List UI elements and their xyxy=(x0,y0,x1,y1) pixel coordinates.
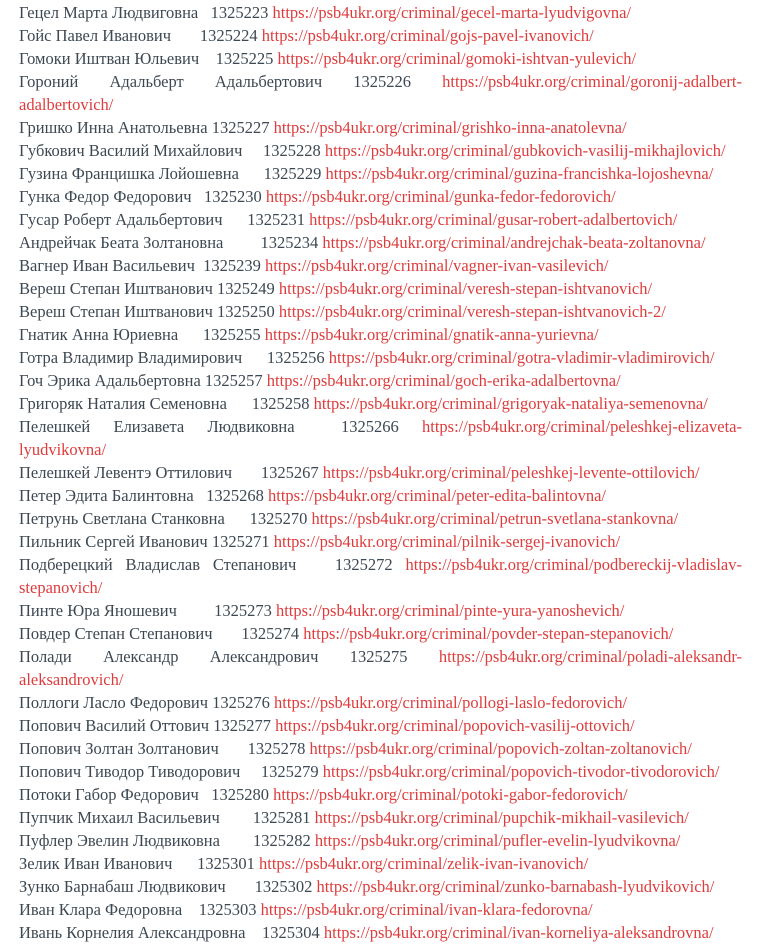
entry-url-link[interactable] xyxy=(273,785,628,804)
entry-id: 1325239 xyxy=(203,256,261,275)
entry-url-segment: https://psb4ukr.org/criminal/gojs-pavel-ivanovich/ xyxy=(261,26,594,45)
person-name: Андрейчак Беата Золтановна xyxy=(19,233,224,252)
entry-id: 1325249 xyxy=(217,279,275,298)
entry-url-segment: https://psb4ukr.org/criminal/ivan-korneliya-aleksandrovna/ xyxy=(323,923,714,942)
criminal-entry xyxy=(19,806,742,829)
person-name: Григоряк Наталия Семеновна xyxy=(19,394,227,413)
entry-url-link[interactable] xyxy=(279,279,652,298)
entry-url-link[interactable] xyxy=(315,831,681,850)
entry-url-link[interactable] xyxy=(273,3,632,22)
entry-url-link[interactable] xyxy=(303,624,673,643)
entry-id: 1325234 xyxy=(260,233,319,252)
entry-id: 1325277 xyxy=(213,716,271,735)
criminal-entry xyxy=(19,346,742,369)
person-name: Пинте Юра Яношевич xyxy=(19,601,177,620)
person-name: Гоч Эрика Адальбертовна xyxy=(19,371,201,390)
person-name: Подберецкий Владислав Степанович xyxy=(19,555,297,574)
criminal-entry xyxy=(19,921,742,944)
column-gap xyxy=(220,831,253,850)
entry-id: 1325270 xyxy=(249,509,308,528)
entry-id: 1325276 xyxy=(212,693,270,712)
entry-url-segment: https://psb4ukr.org/criminal/gubkovich-vasilij-mikhajlovich/ xyxy=(324,141,726,160)
criminal-entry xyxy=(19,760,742,783)
entry-id: 1325271 xyxy=(211,532,270,551)
criminal-entry xyxy=(19,415,742,461)
entry-url-link[interactable] xyxy=(316,877,714,896)
person-name: Пелешкей Левентэ Оттилович xyxy=(19,463,233,482)
criminal-entry xyxy=(19,300,742,323)
entry-id: 1325229 xyxy=(263,164,322,183)
column-gap xyxy=(239,164,264,183)
criminal-entry xyxy=(19,277,742,300)
person-name: Вагнер Иван Васильевич xyxy=(19,256,195,275)
criminal-entry xyxy=(19,875,742,898)
entry-id: 1325257 xyxy=(204,371,263,390)
entry-id: 1325273 xyxy=(214,601,272,620)
entry-url-segment: https://psb4ukr.org/criminal/zelik-ivan-ivanovich/ xyxy=(259,854,589,873)
person-name: Зунко Барнабаш Людвикович xyxy=(19,877,226,896)
entry-url-link[interactable] xyxy=(275,716,634,735)
entry-id: 1325266 xyxy=(341,417,399,436)
column-gap xyxy=(171,26,200,45)
entry-id: 1325225 xyxy=(215,49,274,68)
person-name: Попович Василий Оттович xyxy=(19,716,210,735)
entry-url-link[interactable] xyxy=(262,26,594,45)
entry-url-segment: https://psb4ukr.org/criminal/pupchik-mikhail-vasilevich/ xyxy=(314,808,689,827)
criminal-entry xyxy=(19,783,742,806)
entry-url-segment: https://psb4ukr.org/criminal/pufler-evelin-lyudvikovna/ xyxy=(314,831,681,850)
entry-url-segment: https://psb4ukr.org/criminal/guzina-francishka-lojoshevna/ xyxy=(325,164,714,183)
criminal-entry xyxy=(19,185,742,208)
person-name: Гецел Марта Людвиговна xyxy=(19,3,199,22)
criminal-entry xyxy=(19,484,742,507)
criminal-entry xyxy=(19,852,742,875)
criminal-entry xyxy=(19,369,742,392)
entry-id: 1325228 xyxy=(263,141,321,160)
entry-url-segment: https://psb4ukr.org/criminal/pilnik-sergej-ivanovich/ xyxy=(273,532,621,551)
criminal-entry xyxy=(19,254,742,277)
criminal-entry xyxy=(19,530,742,553)
entry-url-link[interactable] xyxy=(266,187,616,206)
entry-url-segment: https://psb4ukr.org/criminal/poladi-aleksandr- xyxy=(438,647,743,666)
column-gap xyxy=(223,233,260,252)
entry-url-segment: https://psb4ukr.org/criminal/grishko-inna-anatolevna/ xyxy=(273,118,627,137)
entry-url-segment: https://psb4ukr.org/criminal/gusar-robert-adalbertovich/ xyxy=(309,210,678,229)
column-gap xyxy=(199,49,216,68)
person-name: Вереш Степан Иштванович xyxy=(19,279,213,298)
column-gap xyxy=(172,854,197,873)
entry-url-link[interactable] xyxy=(279,302,666,321)
entry-list xyxy=(19,1,742,944)
column-gap xyxy=(223,210,248,229)
entry-id: 1325223 xyxy=(210,3,269,22)
entry-url-link[interactable] xyxy=(315,808,689,827)
column-gap xyxy=(232,463,261,482)
entry-id: 1325281 xyxy=(252,808,311,827)
entry-id: 1325256 xyxy=(266,348,325,367)
column-gap xyxy=(246,923,263,942)
criminal-entry xyxy=(19,24,742,47)
criminal-entry xyxy=(19,47,742,70)
entry-url-link[interactable] xyxy=(274,532,620,551)
entry-id: 1325250 xyxy=(217,302,275,321)
column-gap xyxy=(225,509,250,528)
column-gap xyxy=(226,877,255,896)
entry-url-segment: https://psb4ukr.org/criminal/andrejchak-beata-zoltanovna/ xyxy=(322,233,706,252)
entry-id: 1325303 xyxy=(198,900,257,919)
person-name: Ивань Корнелия Александровна xyxy=(19,923,246,942)
column-gap xyxy=(192,187,204,206)
entry-url-link[interactable] xyxy=(268,486,606,505)
entry-id: 1325230 xyxy=(203,187,262,206)
person-name: Гомоки Иштван Юльевич xyxy=(19,49,200,68)
entry-url-segment: https://psb4ukr.org/criminal/veresh-stepan-ishtvanovich-2/ xyxy=(278,302,666,321)
person-name: Гойс Павел Иванович xyxy=(19,26,172,45)
entry-url-segment: https://psb4ukr.org/criminal/peter-edita-balintovna/ xyxy=(268,486,607,505)
entry-url-segment: https://psb4ukr.org/criminal/podbereckij-vladislav- xyxy=(405,555,742,574)
person-name: Пелешкей Елизавета Людвиковна xyxy=(19,417,295,436)
person-name: Попович Тиводор Тиводорович xyxy=(19,762,241,781)
criminal-entry xyxy=(19,70,742,116)
entry-url-segment: https://psb4ukr.org/criminal/ivan-klara-fedorovna/ xyxy=(260,900,593,919)
entry-id: 1325279 xyxy=(260,762,319,781)
column-gap xyxy=(295,417,341,436)
entry-id: 1325224 xyxy=(199,26,258,45)
entry-id: 1325272 xyxy=(334,555,393,574)
criminal-entry xyxy=(19,208,742,231)
entry-url-segment: https://psb4ukr.org/criminal/popovich-tivodor-tivodorovich/ xyxy=(322,762,720,781)
entry-id: 1325304 xyxy=(262,923,320,942)
person-name: Пильник Сергей Иванович xyxy=(19,532,208,551)
entry-url-segment: https://psb4ukr.org/criminal/goch-erika-adalbertovna/ xyxy=(266,371,621,390)
criminal-entry xyxy=(19,507,742,530)
criminal-entry xyxy=(19,162,742,185)
entry-url-link[interactable] xyxy=(310,739,692,758)
entry-id: 1325278 xyxy=(247,739,306,758)
entry-url-link[interactable] xyxy=(325,141,726,160)
person-name: Пуфлер Эвелин Людвиковна xyxy=(19,831,220,850)
criminal-entry xyxy=(19,829,742,852)
entry-url-segment: adalbertovich/ xyxy=(19,95,114,114)
entry-url-segment: https://psb4ukr.org/criminal/peleshkej-elizaveta- xyxy=(422,417,742,436)
person-name: Повдер Степан Степанович xyxy=(19,624,213,643)
entry-id: 1325274 xyxy=(241,624,300,643)
column-gap xyxy=(318,647,349,666)
criminal-entry xyxy=(19,139,742,162)
column-gap xyxy=(195,256,203,275)
entry-url-segment: https://psb4ukr.org/criminal/zunko-barnabash-lyudvikovich/ xyxy=(316,877,715,896)
criminal-entry xyxy=(19,553,742,599)
entry-url-link[interactable] xyxy=(265,256,609,275)
entry-id: 1325231 xyxy=(247,210,306,229)
criminal-entry xyxy=(19,231,742,254)
entry-url-segment: aleksandrovich/ xyxy=(19,670,124,689)
person-name: Губкович Василий Михайлович xyxy=(19,141,243,160)
column-gap xyxy=(227,394,252,413)
entry-url-segment: https://psb4ukr.org/criminal/gecel-marta-lyudvigovna/ xyxy=(272,3,632,22)
criminal-entry xyxy=(19,116,742,139)
criminal-entry xyxy=(19,392,742,415)
column-gap xyxy=(240,762,261,781)
entry-url-link[interactable] xyxy=(274,118,627,137)
entry-url-link[interactable] xyxy=(274,693,627,712)
person-name: Поллоги Ласло Федорович xyxy=(19,693,209,712)
entry-id: 1325255 xyxy=(202,325,261,344)
column-gap xyxy=(198,3,210,22)
criminal-entry xyxy=(19,323,742,346)
person-name: Готра Владимир Владимирович xyxy=(19,348,243,367)
entry-url-segment: https://psb4ukr.org/criminal/veresh-stepan-ishtvanovich/ xyxy=(278,279,653,298)
entry-url-link[interactable] xyxy=(311,509,678,528)
criminal-entry xyxy=(19,691,742,714)
criminal-entry xyxy=(19,461,742,484)
person-name: Полади Александр Александрович xyxy=(19,647,319,666)
entry-id: 1325268 xyxy=(206,486,264,505)
entry-id: 1325227 xyxy=(211,118,270,137)
person-name: Зелик Иван Иванович xyxy=(19,854,173,873)
criminal-entry xyxy=(19,737,742,760)
column-gap xyxy=(213,624,242,643)
entry-url-link[interactable] xyxy=(314,394,708,413)
column-gap xyxy=(242,348,267,367)
criminal-entry xyxy=(19,599,742,622)
entry-url-segment: https://psb4ukr.org/criminal/popovich-zoltan-zoltanovich/ xyxy=(309,739,692,758)
entry-url-link[interactable] xyxy=(309,210,677,229)
entry-url-segment: https://psb4ukr.org/criminal/gotra-vladimir-vladimirovich/ xyxy=(328,348,715,367)
person-name: Гузина Францишка Лойошевна xyxy=(19,164,239,183)
entry-url-segment: https://psb4ukr.org/criminal/povder-stepan-stepanovich/ xyxy=(303,624,674,643)
entry-url-segment: https://psb4ukr.org/criminal/goronij-adalbert- xyxy=(442,72,743,91)
entry-url-segment: https://psb4ukr.org/criminal/gomoki-ishtvan-yulevich/ xyxy=(277,49,637,68)
column-gap xyxy=(220,808,253,827)
person-name: Гнатик Анна Юриевна xyxy=(19,325,179,344)
person-name: Гришко Инна Анатольевна xyxy=(19,118,208,137)
entry-url-segment: https://psb4ukr.org/criminal/grigoryak-nataliya-semenovna/ xyxy=(313,394,708,413)
entry-url-link[interactable] xyxy=(323,463,700,482)
entry-id: 1325267 xyxy=(260,463,319,482)
person-name: Потоки Габор Федорович xyxy=(19,785,199,804)
entry-id: 1325258 xyxy=(251,394,310,413)
person-name: Петрунь Светлана Станковна xyxy=(19,509,225,528)
entry-url-segment: https://psb4ukr.org/criminal/popovich-vasilij-ottovich/ xyxy=(275,716,635,735)
criminal-entry xyxy=(19,622,742,645)
entry-id: 1325302 xyxy=(254,877,313,896)
person-name: Гусар Роберт Адальбертович xyxy=(19,210,223,229)
entry-url-link[interactable] xyxy=(278,49,637,68)
criminal-entry xyxy=(19,645,742,691)
entry-id: 1325275 xyxy=(349,647,408,666)
column-gap xyxy=(296,555,335,574)
criminal-entry xyxy=(19,1,742,24)
entry-id: 1325282 xyxy=(252,831,311,850)
entry-url-segment: https://psb4ukr.org/criminal/pinte-yura-yanoshevich/ xyxy=(275,601,625,620)
entry-url-link[interactable] xyxy=(259,854,588,873)
entry-url-segment: https://psb4ukr.org/criminal/gnatik-anna-yurievna/ xyxy=(264,325,599,344)
column-gap xyxy=(322,72,353,91)
person-name: Гороний Адальберт Адальбертович xyxy=(19,72,323,91)
entry-url-link[interactable] xyxy=(326,164,714,183)
column-gap xyxy=(219,739,248,758)
entry-id: 1325301 xyxy=(197,854,255,873)
entry-url-link[interactable] xyxy=(267,371,621,390)
person-name: Попович Золтан Золтанович xyxy=(19,739,219,758)
entry-url-segment: https://psb4ukr.org/criminal/petrun-svetlana-stankovna/ xyxy=(311,509,679,528)
entry-url-link[interactable] xyxy=(323,762,720,781)
entry-url-link[interactable] xyxy=(322,233,705,252)
column-gap xyxy=(178,325,203,344)
criminal-entry xyxy=(19,898,742,921)
person-name: Петер Эдита Балинтовна xyxy=(19,486,194,505)
entry-url-segment: stepanovich/ xyxy=(19,578,103,597)
entry-url-segment: https://psb4ukr.org/criminal/gunka-fedor-fedorovich/ xyxy=(265,187,616,206)
column-gap xyxy=(177,601,214,620)
criminal-entry xyxy=(19,714,742,737)
entry-url-link[interactable] xyxy=(324,923,714,942)
entry-url-segment: lyudvikovna/ xyxy=(19,440,107,459)
column-gap xyxy=(182,900,199,919)
entry-url-segment: https://psb4ukr.org/criminal/peleshkej-levente-ottilovich/ xyxy=(322,463,700,482)
entry-url-segment: https://psb4ukr.org/criminal/potoki-gabor-fedorovich/ xyxy=(273,785,628,804)
column-gap xyxy=(242,141,263,160)
entry-url-segment: https://psb4ukr.org/criminal/vagner-ivan-vasilevich/ xyxy=(265,256,609,275)
column-gap xyxy=(194,486,206,505)
person-name: Пупчик Михаил Васильевич xyxy=(19,808,220,827)
entry-id: 1325280 xyxy=(211,785,269,804)
person-name: Вереш Степан Иштванович xyxy=(19,302,213,321)
entry-url-link[interactable] xyxy=(261,900,593,919)
entry-url-link[interactable] xyxy=(276,601,624,620)
entry-url-link[interactable] xyxy=(265,325,599,344)
entry-url-link[interactable] xyxy=(329,348,715,367)
entry-id: 1325226 xyxy=(353,72,412,91)
entry-url-segment: https://psb4ukr.org/criminal/pollogi-laslo-fedorovich/ xyxy=(274,693,628,712)
person-name: Гунка Федор Федорович xyxy=(19,187,192,206)
column-gap xyxy=(199,785,211,804)
person-name: Иван Клара Федоровна xyxy=(19,900,183,919)
